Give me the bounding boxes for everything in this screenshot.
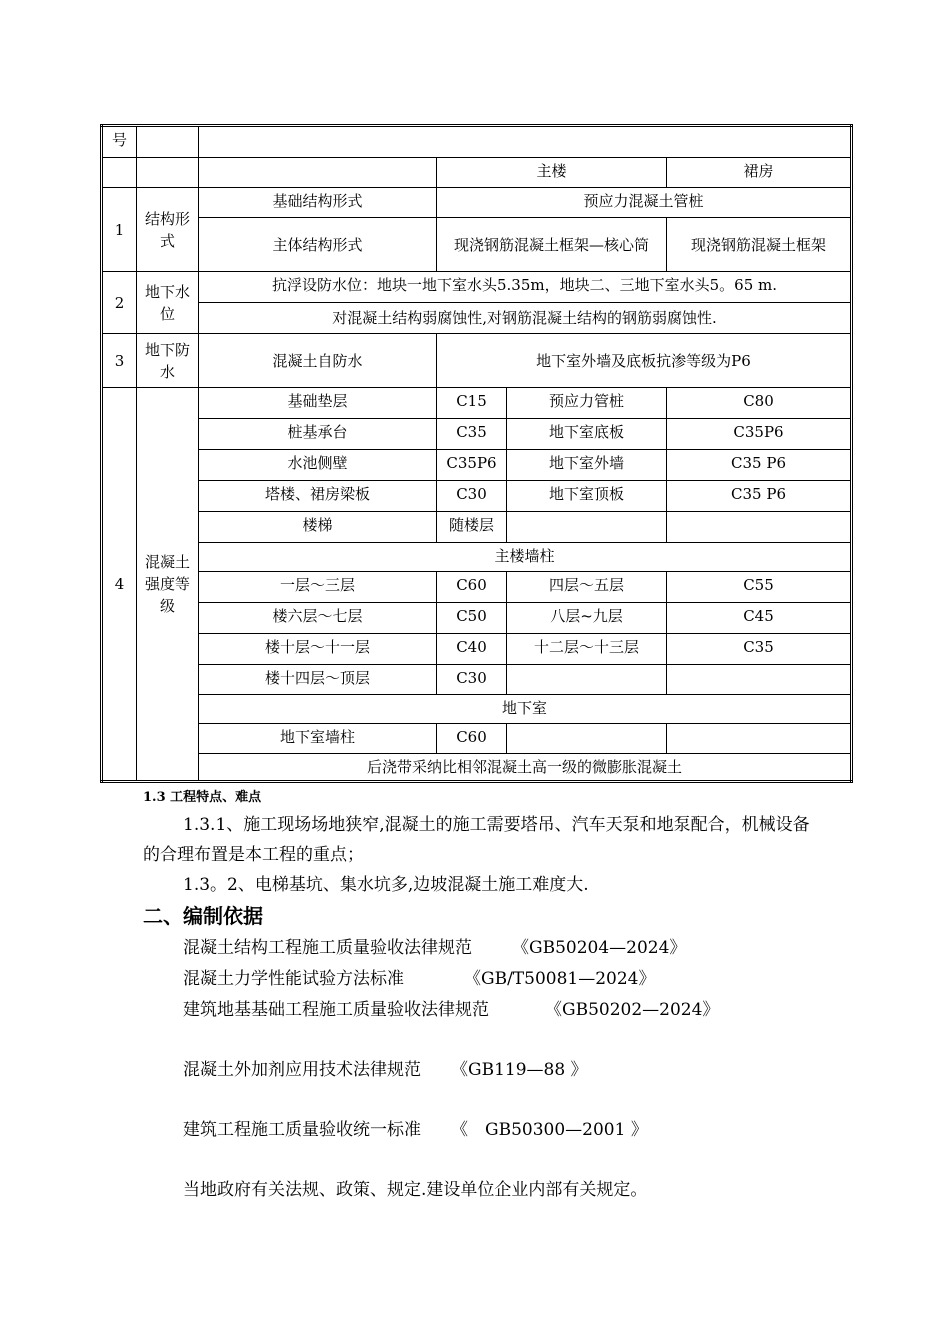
table-cell: 地下室底板 <box>507 419 667 450</box>
table-row <box>102 543 852 572</box>
reference-item <box>183 1118 648 1142</box>
table-row <box>102 665 852 695</box>
reference-code: 《GB/T50081—2024》 <box>464 969 656 989</box>
table-section-header: 主楼墙柱 <box>199 543 852 572</box>
reference-name: 混凝土外加剂应用技术法律规范 <box>183 1060 421 1080</box>
table-row <box>102 272 852 303</box>
table-row <box>102 603 852 634</box>
table-cell <box>137 126 199 158</box>
table-row <box>102 481 852 512</box>
table-cell: 抗浮设防水位：地块一地下室水头5.35m，地块二、三地下室水头5。65 m. <box>199 272 852 303</box>
table-cell: C30 <box>437 665 507 695</box>
row-number: 3 <box>102 334 137 388</box>
row-number: 1 <box>102 188 137 272</box>
table-cell: C60 <box>437 572 507 603</box>
table-row <box>102 695 852 724</box>
section-1-3-item-2: 1.3。2、电梯基坑、集水坑多,边坡混凝土施工难度大. <box>183 875 589 895</box>
table-cell <box>199 126 852 158</box>
reference-code: 《 GB50300—2001 》 <box>451 1120 648 1140</box>
table-cell: C60 <box>437 724 507 754</box>
table-row <box>102 158 852 188</box>
section-1-3-title: 1.3 工程特点、难点 <box>143 790 262 805</box>
reference-item <box>183 967 655 991</box>
table-cell: 十二层～十三层 <box>507 634 667 665</box>
table-cell: C35P6 <box>437 450 507 481</box>
table-cell: 楼十四层～顶层 <box>199 665 437 695</box>
row-category: 地下水位 <box>137 272 199 334</box>
table-cell: 随楼层 <box>437 512 507 543</box>
table-cell: 八层~九层 <box>507 603 667 634</box>
table-row <box>102 724 852 754</box>
table-row <box>102 188 852 218</box>
table-cell: 楼六层～七层 <box>199 603 437 634</box>
table-cell: C15 <box>437 388 507 419</box>
table-cell: 对混凝土结构弱腐蚀性,对钢筋混凝土结构的钢筋弱腐蚀性. <box>199 303 852 334</box>
reference-final-note: 当地政府有关法规、政策、规定.建设单位企业内部有关规定。 <box>183 1180 648 1200</box>
table-cell: 楼十层～十一层 <box>199 634 437 665</box>
table-cell: 主体结构形式 <box>199 218 437 272</box>
table-cell: C50 <box>437 603 507 634</box>
table-cell <box>667 665 852 695</box>
table-cell: 塔楼、裙房梁板 <box>199 481 437 512</box>
reference-name: 混凝土结构工程施工质量验收法律规范 <box>183 938 472 958</box>
table-cell: 水池侧壁 <box>199 450 437 481</box>
table-cell-podium: 裙房 <box>667 158 852 188</box>
table-cell <box>507 512 667 543</box>
table-section-header: 地下室 <box>199 695 852 724</box>
row-category: 地下防水 <box>137 334 199 388</box>
table-cell: 地下室外墙及底板抗渗等级为P6 <box>437 334 852 388</box>
reference-name: 建筑工程施工质量验收统一标准 <box>183 1120 421 1140</box>
table-cell: 基础垫层 <box>199 388 437 419</box>
table-cell: 桩基承台 <box>199 419 437 450</box>
table-cell: 现浇钢筋混凝土框架 <box>667 218 852 272</box>
table-cell: 现浇钢筋混凝土框架—核心筒 <box>437 218 667 272</box>
table-cell <box>507 724 667 754</box>
row-category: 结构形式 <box>137 188 199 272</box>
row-number: 2 <box>102 272 137 334</box>
table-row <box>102 572 852 603</box>
table-cell-main-building: 主楼 <box>437 158 667 188</box>
section-1-3-item-1: 1.3.1、施工现场场地狭窄,混凝土的施工需要塔吊、汽车天泵和地泵配合，机械设备的合理布置是本工程的重点； <box>143 815 810 865</box>
reference-code: 《GB50202—2024》 <box>545 1000 720 1020</box>
table-cell: C35P6 <box>667 419 852 450</box>
table-cell: C30 <box>437 481 507 512</box>
reference-item <box>183 936 686 960</box>
reference-name: 混凝土力学性能试验方法标准 <box>183 969 404 989</box>
section-2-title: 二、编制依据 <box>143 904 263 928</box>
table-cell: C35 P6 <box>667 481 852 512</box>
table-row <box>102 634 852 665</box>
table-cell <box>667 724 852 754</box>
table-cell: 地下室顶板 <box>507 481 667 512</box>
row-number: 4 <box>102 388 137 782</box>
table-cell: 混凝土自防水 <box>199 334 437 388</box>
table-cell: 地下室墙柱 <box>199 724 437 754</box>
table-cell: 预应力管桩 <box>507 388 667 419</box>
reference-name: 建筑地基基础工程施工质量验收法律规范 <box>183 1000 489 1020</box>
table-row <box>102 303 852 334</box>
table-cell <box>667 512 852 543</box>
table-cell: 预应力混凝土管桩 <box>437 188 852 218</box>
table-cell <box>137 158 199 188</box>
reference-code: 《GB50204—2024》 <box>512 938 687 958</box>
table-row <box>102 218 852 272</box>
table-row <box>102 334 852 388</box>
table-cell <box>199 158 437 188</box>
table-cell: 基础结构形式 <box>199 188 437 218</box>
table-cell: C35 <box>667 634 852 665</box>
table-cell-no-header: 号 <box>102 126 137 158</box>
table-cell: C35 <box>437 419 507 450</box>
table-cell: C40 <box>437 634 507 665</box>
table-cell: C35 P6 <box>667 450 852 481</box>
table-row <box>102 450 852 481</box>
table-row <box>102 126 852 158</box>
table-cell <box>102 158 137 188</box>
row-category: 混凝土强度等级 <box>137 388 199 782</box>
table-row <box>102 388 852 419</box>
table-cell <box>507 665 667 695</box>
table-cell: C55 <box>667 572 852 603</box>
reference-item <box>183 1058 588 1082</box>
table-row <box>102 512 852 543</box>
table-cell: C80 <box>667 388 852 419</box>
table-cell: C45 <box>667 603 852 634</box>
reference-code: 《GB119—88 》 <box>451 1060 588 1080</box>
project-spec-table <box>100 124 853 783</box>
reference-item <box>183 998 719 1022</box>
table-cell: 四层～五层 <box>507 572 667 603</box>
table-row <box>102 754 852 782</box>
table-row <box>102 419 852 450</box>
table-cell: 楼梯 <box>199 512 437 543</box>
table-cell: 地下室外墙 <box>507 450 667 481</box>
table-cell-post-pour: 后浇带采纳比相邻混凝土高一级的微膨胀混凝土 <box>199 754 852 782</box>
table-cell: 一层～三层 <box>199 572 437 603</box>
